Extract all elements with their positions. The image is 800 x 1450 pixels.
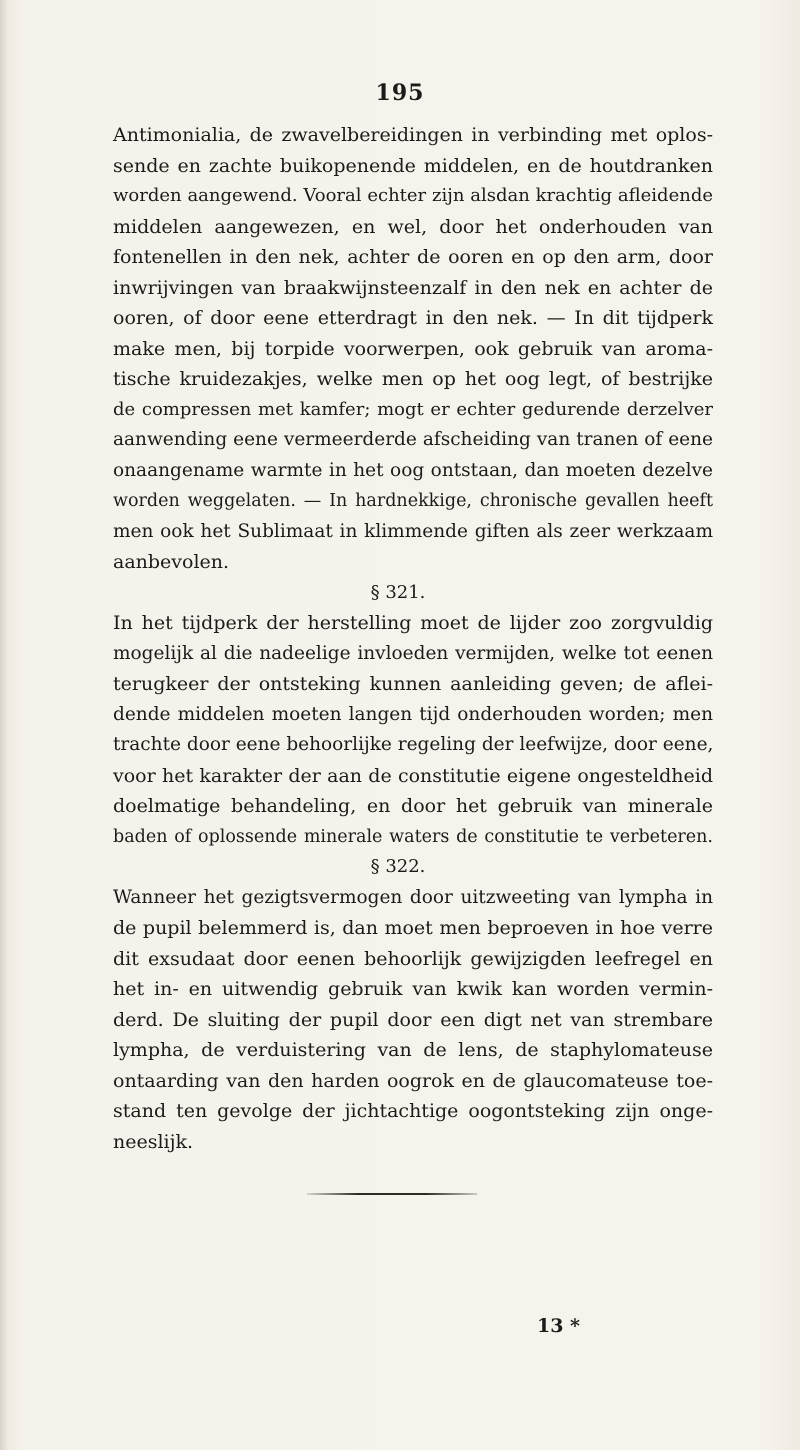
text-line: dit exsudaat door eenen behoorlijk gewijzigden leefregel en: [113, 947, 713, 970]
text-line: aanwending eene vermeerderde afscheiding van tranen of eene: [113, 429, 713, 450]
body-text: [113, 120, 713, 1157]
text-line: de pupil belemmerd is, dan moet men beproeven in hoe verre: [113, 917, 713, 939]
page-edge-shadow: [0, 0, 8, 1450]
text-line: middelen aangewezen, en wel, door het onderhouden van: [113, 215, 713, 238]
text-line: ooren, of door eene etterdragt in den nek. — In dit tijdperk: [113, 307, 713, 329]
text-line: de compressen met kamfer; mogt er echter gedurende derzelver: [113, 398, 713, 420]
text-line: worden weggelaten. — In hardnekkige, chronische gevallen heeft: [113, 491, 713, 511]
text-line: men ook het Sublimaat in klimmende giften als zeer werkzaam: [113, 520, 713, 542]
text-line: tische kruidezakjes, welke men op het oog legt, of bestrijke: [113, 368, 713, 390]
text-line: derd. De sluiting der pupil door een digt net van strembare: [113, 1008, 713, 1031]
divider-rule: [307, 1193, 477, 1195]
text-line: trachte door eene behoorlijke regeling der leefwijze, door eene,: [113, 734, 714, 755]
signature-mark: 13 *: [537, 1315, 580, 1337]
text-line: lympha, de verduistering van de lens, de staphylomateuse: [113, 1039, 713, 1061]
text-line: fontenellen in den nek, achter de ooren en op den arm, door: [113, 246, 713, 268]
text-line: In het tijdperk der herstelling moet de lijder zoo zorgvuldig: [113, 612, 713, 634]
text-line: Wanneer het gezigtsvermogen door uitzweeting van lympha in: [113, 886, 713, 908]
text-line: onaangename warmte in het oog ontstaan, dan moeten dezelve: [113, 459, 713, 481]
text-line: voor het karakter der aan de constitutie eigene ongesteldheid: [113, 764, 713, 787]
text-line: Antimonialia, de zwavelbereidingen in verbinding met oplos-: [113, 124, 713, 146]
text-line: sende en zachte buikopenende middelen, en de houtdranken: [113, 154, 713, 177]
text-line: terugkeer der ontsteking kunnen aanleiding geven; de aflei-: [113, 673, 713, 695]
text-line: inwrijvingen van braakwijnsteenzalf in den nek en achter de: [113, 276, 713, 299]
text-line: doelmatige behandeling, en door het gebruik van minerale: [113, 795, 713, 817]
text-line: neeslijk.: [113, 1130, 194, 1153]
text-line: make men, bij torpide voorwerpen, ook gebruik van aroma-: [113, 337, 713, 360]
text-line: baden of oplossende minerale waters de constitutie te verbeteren.: [113, 826, 713, 847]
text-line: dende middelen moeten langen tijd onderhouden worden; men: [113, 703, 713, 725]
text-line: aanbevolen.: [113, 551, 230, 573]
section-heading: § 321.: [370, 581, 426, 603]
text-line: stand ten gevolge der jichtachtige oogontsteking zijn onge-: [113, 1100, 713, 1122]
text-line: mogelijk al die nadeelige invloeden vermijden, welke tot eenen: [113, 642, 713, 664]
text-line: worden aangewend. Vooral echter zijn alsdan krachtig afleidende: [113, 185, 713, 206]
section-heading: § 322.: [370, 856, 426, 877]
text-line: het in- en uitwendig gebruik van kwik kan worden vermin-: [113, 978, 713, 1000]
text-line: ontaarding van den harden oogrok en de glaucomateuse toe-: [113, 1069, 713, 1092]
page-number: 195: [375, 80, 425, 106]
